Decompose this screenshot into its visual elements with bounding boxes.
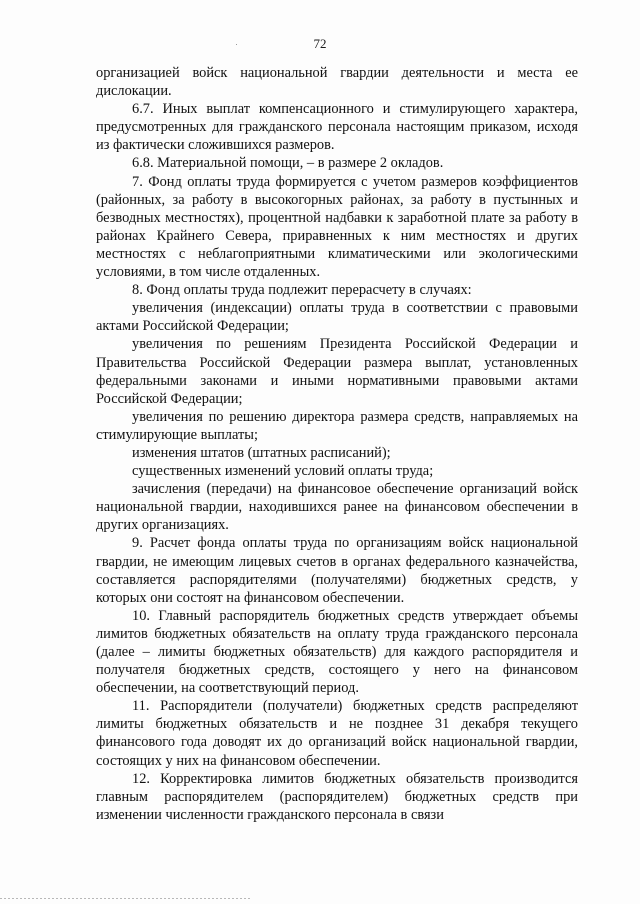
document-body <box>96 64 578 824</box>
paragraph: 7. Фонд оплаты труда формируется с учетом размеров коэффициентов (районных, за работу в высокогорных районах, за работу в пустынных и безводных местностях), процентной надбавки к заработной плате за работу в районах Крайнего Севера, приравненных к ним местностях и других местностях с неблагоприятными климатическими или экологическими условиями, в том числе отдаленных. <box>96 173 578 281</box>
scan-edge-line <box>0 898 250 899</box>
paragraph: изменения штатов (штатных расписаний); <box>132 444 391 461</box>
page-number: 72 <box>313 36 327 51</box>
paragraph: 11. Распорядители (получатели) бюджетных средств распределяют лимиты бюджетных обязательств и не позднее 31 декабря текущего финансового года доводят их до организаций войск национальной гвардии, состоящих у них на финансовом обеспечении. <box>96 698 578 769</box>
paragraph: организацией войск национальной гвардии деятельности и места ее дислокации. <box>96 65 578 100</box>
paragraph: 8. Фонд оплаты труда подлежит перерасчету в случаях: <box>132 282 472 299</box>
paragraph: увеличения (индексации) оплаты труда в соответствии с правовыми актами Российской Федерации; <box>96 300 578 335</box>
paragraph: 9. Расчет фонда оплаты труда по организациям войск национальной гвардии, не имеющим лицевых счетов в органах федерального казначейства, составляется распорядителями (получателями) бюджетных средств, у которых они состоят на финансовом обеспечении. <box>96 535 578 606</box>
paragraph: зачисления (передачи) на финансовое обеспечение организаций войск национальной гвардии, находившихся ранее на финансовом обеспечении в других организациях. <box>96 481 578 534</box>
scan-artifact <box>236 44 237 45</box>
paragraph: 10. Главный распорядитель бюджетных средств утверждает объемы лимитов бюджетных обязательств на оплату труда гражданского персонала (далее – лимиты бюджетных обязательств) для каждого распорядителя и получателя бюджетных средств, состоящего у него на финансовом обеспечении, на соответствующий период. <box>96 607 578 697</box>
paragraph: 6.7. Иных выплат компенсационного и стимулирующего характера, предусмотренных для гражданского персонала настоящим приказом, исходя из фактически сложившихся размеров. <box>96 101 578 154</box>
paragraph: существенных изменений условий оплаты труда; <box>132 463 434 480</box>
paragraph: 12. Корректировка лимитов бюджетных обязательств производится главным распорядителем (распорядителем) бюджетных средств при изменении численности гражданского персонала в связи <box>96 770 578 823</box>
paragraph: 6.8. Материальной помощи, – в размере 2 окладов. <box>132 155 444 172</box>
paragraph: увеличения по решению директора размера средств, направляемых на стимулирующие выплаты; <box>96 408 578 443</box>
paragraph: увеличения по решениям Президента Российской Федерации и Правительства Российской Федерации размера выплат, установленных федеральными законами и иными нормативными правовыми актами Российской Федерации; <box>96 336 578 407</box>
